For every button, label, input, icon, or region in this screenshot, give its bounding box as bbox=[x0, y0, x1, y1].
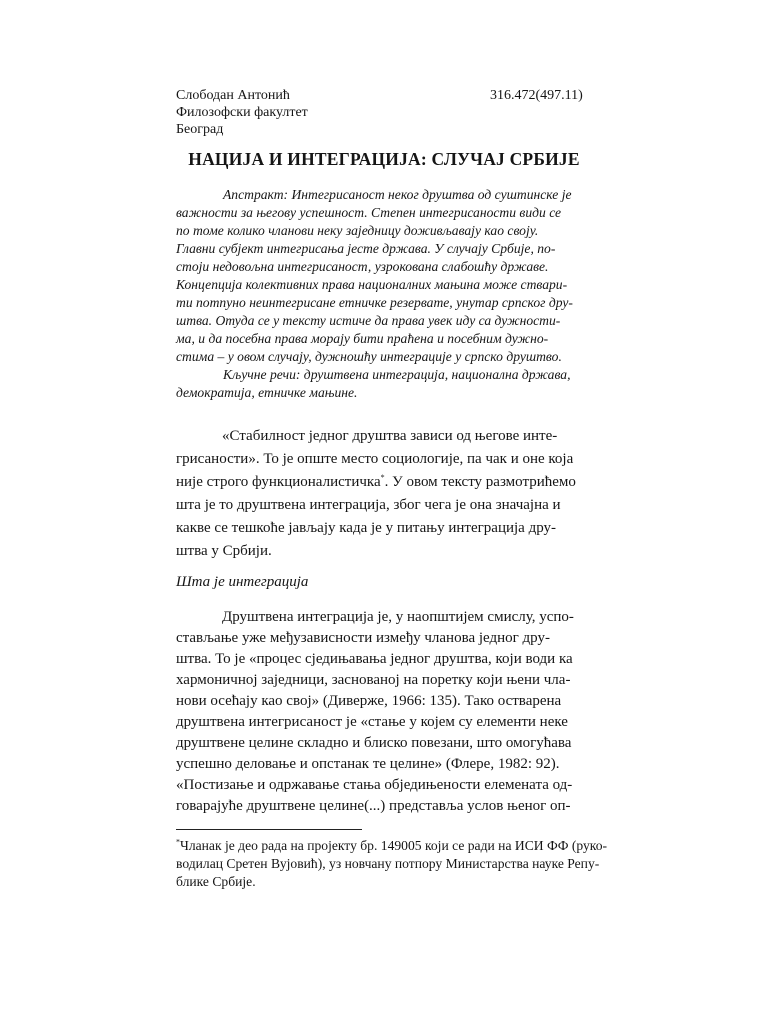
paragraph-line: какве се тешкоће јављају када је у питању интеграција дру- bbox=[176, 520, 557, 536]
paragraph-line: грисаности». То је опште место социологије, па чак и оне која bbox=[176, 451, 574, 467]
abstract-line: ти потпуно неинтегрисане етничке резервате, унутар српског дру- bbox=[176, 295, 573, 310]
abstract-line: Главни субјект интегрисања јесте држава. У случају Србије, по- bbox=[176, 241, 556, 256]
section-heading: Шта је интеграција bbox=[176, 574, 309, 590]
paragraph-line: хармоничној заједници, заснованој на поретку који њени чла- bbox=[176, 672, 571, 688]
paragraph-line: штва. То је «процес сједињавања једног друштва, који води ка bbox=[176, 651, 573, 667]
paragraph-line bbox=[176, 474, 576, 491]
abstract-line: штва. Отуда се у тексту истиче да права увек иду са дужности- bbox=[176, 313, 561, 328]
paragraph-line: друштвене целине складно и блиско повезани, што омогућава bbox=[176, 735, 572, 751]
footnote-line bbox=[176, 838, 607, 854]
abstract-line: стоји недовољна интегрисаност, узрокована слабошћу државе. bbox=[176, 259, 549, 274]
udc-code: 316.472(497.11) bbox=[490, 88, 583, 103]
footnote-line: блике Србије. bbox=[176, 874, 256, 889]
author-name: Слободан Антонић bbox=[176, 88, 290, 103]
keywords-line: демократија, етничке мањине. bbox=[176, 385, 358, 400]
paragraph-line: успешно деловање и опстанак те целине» (Флере, 1982: 92). bbox=[176, 756, 560, 772]
paragraph-line: «Постизање и одржавање стања обједињености елемената од- bbox=[176, 777, 573, 793]
abstract-line: важности за његову успешност. Степен интегрисаности види се bbox=[176, 205, 562, 220]
abstract-line: по томе колико чланови неку заједницу доживљавају као своју. bbox=[176, 223, 539, 238]
abstract-line: стима – у овом случају, дужношћу интеграције у српско друштво. bbox=[176, 349, 562, 364]
paragraph-line: штва у Србији. bbox=[176, 543, 272, 559]
paragraph-line: Друштвена интеграција је, у наопштијем смислу, успо- bbox=[222, 609, 574, 625]
paragraph-line: шта је то друштвена интеграција, због чега је она значајна и bbox=[176, 497, 561, 513]
paragraph-text: није строго функционалистичка bbox=[176, 474, 381, 490]
footnote-text: Чланак је део рада на пројекту бр. 149005 који се ради на ИСИ ФФ (руко- bbox=[180, 838, 608, 853]
paragraph-line: «Стабилност једног друштва зависи од његове инте- bbox=[222, 428, 558, 444]
footnote-marker[interactable]: * bbox=[380, 473, 385, 482]
paragraph-line: стављање уже међузависности између чланова једног дру- bbox=[176, 630, 550, 646]
paragraph-line: нови осећају као свој» (Диверже, 1966: 135). Тако остварена bbox=[176, 693, 562, 709]
paragraph-text: . У овом тексту размотрићемо bbox=[384, 474, 576, 490]
abstract-line: Апстракт: Интегрисаност неког друштва од суштинске је bbox=[223, 187, 572, 202]
affiliation: Филозофски факултет bbox=[176, 105, 308, 120]
keywords-line: Кључне речи: друштвена интеграција, национална држава, bbox=[223, 367, 571, 382]
paper-title: НАЦИЈА И ИНТЕГРАЦИЈА: СЛУЧАЈ СРБИЈЕ bbox=[188, 149, 580, 169]
paragraph-line: говарајуће друштвене целине(...) представља услов њеног оп- bbox=[176, 798, 571, 814]
footnote-line: водилац Сретен Вујовић), уз новчану потпору Министарства науке Репу- bbox=[176, 856, 600, 871]
footnote-marker: * bbox=[176, 837, 180, 847]
footnote-divider bbox=[176, 829, 362, 830]
abstract-line: Концепција колективних права националних мањина може ствари- bbox=[176, 277, 568, 292]
city: Београд bbox=[176, 122, 224, 137]
paragraph-line: друштвена интегрисаност је «стање у којем су елементи неке bbox=[176, 714, 568, 730]
abstract-line: ма, и да посебна права морају бити праћена и посебним дужно- bbox=[176, 331, 549, 346]
